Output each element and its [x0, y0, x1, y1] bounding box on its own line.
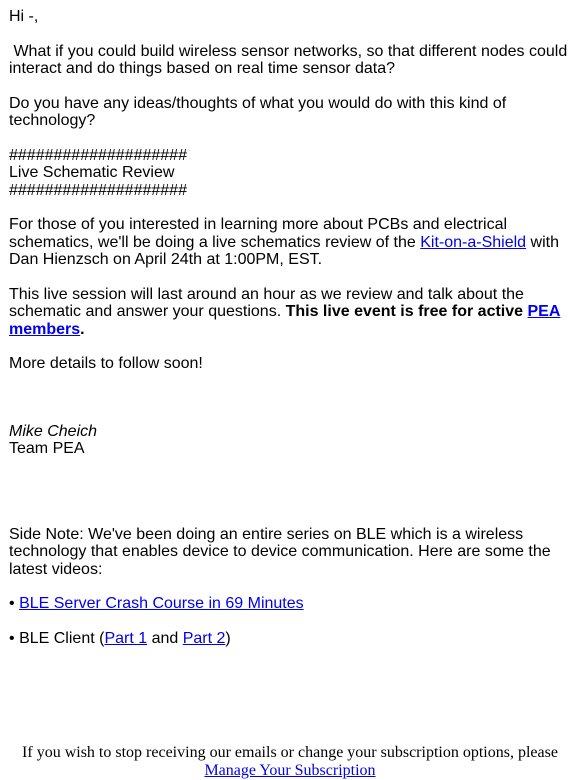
session-text: This live session will last around an hour as we review and talk about the schematic and answer your questions.	[9, 285, 524, 320]
signature-team: Team PEA	[9, 440, 85, 457]
session-paragraph	[9, 286, 569, 339]
greeting: Hi -,	[9, 8, 39, 25]
bullet-icon: •	[9, 595, 15, 612]
and-text: and	[147, 629, 183, 647]
review-text-after: with Dan Hienzsch on April 24th at 1:00PM, EST.	[9, 233, 559, 268]
intro-paragraph: What if you could build wireless sensor networks, so that different nodes could interact and do things based on real time sensor data?	[9, 42, 572, 77]
footer	[0, 744, 580, 780]
video-item-1	[9, 595, 569, 613]
session-bold-end: .	[80, 320, 85, 338]
manage-subscription-link[interactable]: Manage Your Subscription	[204, 762, 376, 779]
ble-server-crash-course-link[interactable]: BLE Server Crash Course in 69 Minutes	[19, 595, 304, 612]
review-paragraph	[9, 216, 569, 269]
more-details: More details to follow soon!	[9, 355, 203, 372]
side-note: Side Note: We've been doing an entire series on BLE which is a wireless technology that enables device to device communication. Here are some the latest videos:	[9, 525, 551, 578]
footer-text: If you wish to stop receiving our emails or change your subscription options, please	[22, 744, 558, 761]
part-2-link[interactable]: Part 2	[182, 629, 226, 647]
email-body	[9, 8, 572, 647]
bullet-icon: •	[9, 629, 15, 647]
ble-client-suffix: )	[225, 629, 231, 647]
signature-name	[9, 423, 569, 441]
video-item-2	[9, 630, 569, 648]
kit-on-a-shield-link[interactable]: Kit-on-a-Shield	[420, 233, 527, 251]
section-title: Live Schematic Review	[9, 164, 175, 181]
session-bold-text: This live event is free for active	[285, 303, 528, 320]
part-1-link[interactable]: Part 1	[104, 629, 148, 647]
review-text-before: For those of you interested in learning more about PCBs and electrical schematics, we'll be doing a live schematics review of the	[9, 216, 508, 251]
signature-name-text: Mike Cheich	[9, 422, 98, 440]
divider-top: ####################	[9, 146, 187, 164]
question-paragraph: Do you have any ideas/thoughts of what you would do with this kind of technology?	[9, 94, 507, 129]
ble-client-prefix: BLE Client (	[19, 629, 105, 647]
divider-bottom: ####################	[9, 181, 187, 199]
pea-members-link[interactable]: PEA members	[9, 303, 561, 338]
